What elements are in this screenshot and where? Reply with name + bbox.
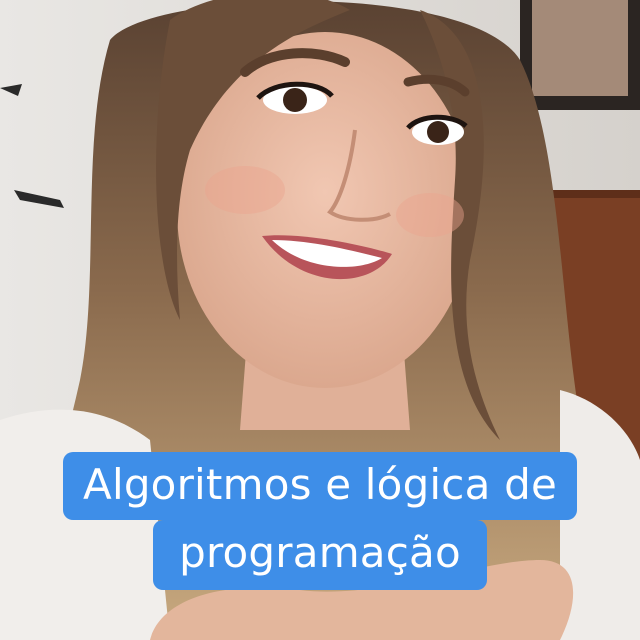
- cheek-left: [205, 166, 285, 214]
- cheek-right: [396, 193, 464, 237]
- caption-line-2: programação: [153, 520, 487, 590]
- caption-line-1-row: [0, 452, 640, 520]
- caption-line-2-row: [0, 520, 640, 590]
- caption-line-1: Algoritmos e lógica de: [63, 452, 577, 520]
